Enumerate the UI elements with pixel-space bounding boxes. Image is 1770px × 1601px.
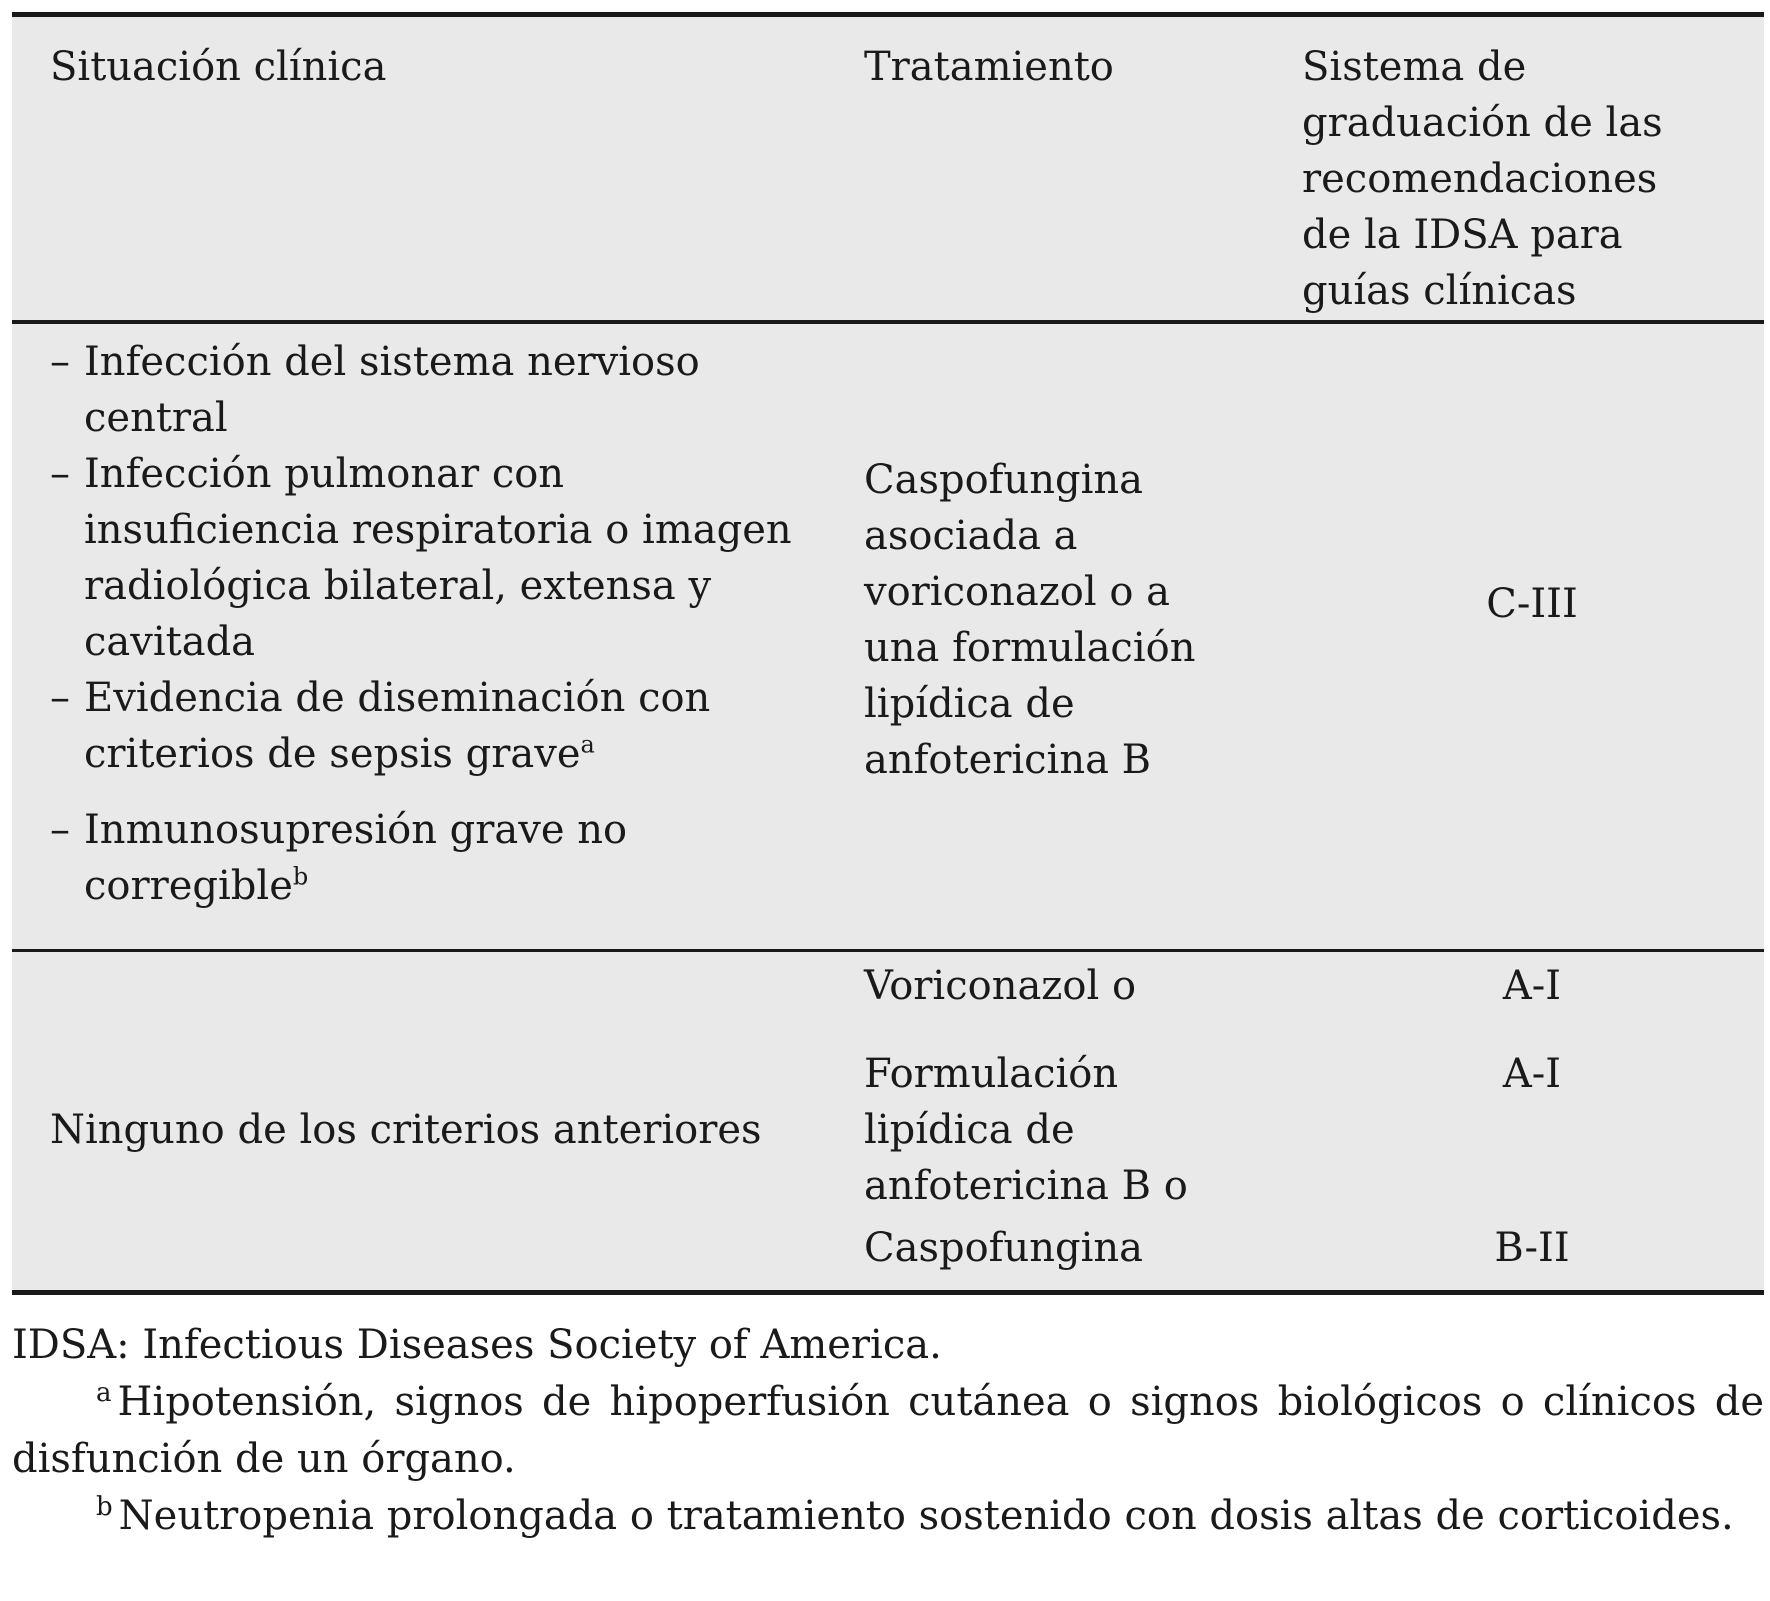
criteria-text: Infección del sistema nervioso	[84, 339, 700, 385]
criteria-text: Evidencia de diseminación con	[84, 675, 711, 721]
criteria-text: corregible	[84, 863, 293, 909]
criteria-text: radiológica bilateral, extensa y	[84, 563, 712, 609]
criteria-item: – Infección pulmonar con insuficiencia respiratoria o imagen radiológica bilateral, extensa y cavitada	[50, 446, 792, 670]
criteria-text: Infección pulmonar con	[84, 451, 565, 497]
treatment-line: lipídica de	[864, 681, 1075, 727]
treatment-cell	[864, 452, 1195, 788]
header-situacion: Situación clínica	[50, 44, 387, 90]
footnote-marker: b	[96, 1491, 113, 1522]
footnote-b	[12, 1488, 1764, 1545]
treatment-line: anfotericina B o	[864, 1163, 1188, 1209]
treatment-line: voriconazol o a	[864, 569, 1170, 615]
criteria-item: – Inmunosupresión grave no corregible$^b$	[50, 807, 628, 909]
grade-cell: A-I	[1502, 963, 1562, 1009]
criteria-text: Inmunosupresión grave no	[84, 807, 628, 853]
table-footnotes	[12, 1317, 1764, 1545]
grade-cell: B-II	[1494, 1225, 1570, 1271]
header-grading-system	[1302, 39, 1663, 319]
table-row	[12, 324, 1764, 952]
treatment-cell	[864, 1046, 1188, 1214]
criteria-text: criterios de sepsis grave	[84, 731, 581, 777]
grade-cell: A-I	[1502, 1051, 1562, 1097]
header-grading-line: guías clínicas	[1302, 268, 1577, 314]
header-grading-line: de la IDSA para	[1302, 212, 1623, 258]
footnote-text: Neutropenia prolongada o tratamiento sostenido con dosis altas de corticoides.	[118, 1493, 1734, 1539]
treatment-line: Voriconazol o	[864, 963, 1137, 1009]
treatment-line: asociada a	[864, 513, 1078, 559]
header-grading-line: Sistema de	[1302, 44, 1527, 90]
recommendations-table	[12, 12, 1764, 1295]
criteria-list	[50, 334, 792, 914]
table-header	[12, 17, 1764, 324]
footnote-a	[12, 1374, 1764, 1488]
criteria-item: – Infección del sistema nervioso central	[50, 334, 792, 446]
treatment-line: Formulación	[864, 1051, 1119, 1097]
treatment-line: lipídica de	[864, 1107, 1075, 1153]
criteria-text: cavitada	[84, 619, 256, 665]
treatment-line: anfotericina B	[864, 737, 1152, 783]
footnote-marker: b	[292, 862, 309, 891]
criteria-none: Ninguno de los criterios anteriores	[50, 1107, 762, 1153]
treatment-line: una formulación	[864, 625, 1196, 671]
footnote-marker: a	[580, 730, 595, 759]
treatment-line: Caspofungina	[864, 1225, 1144, 1271]
header-tratamiento: Tratamiento	[864, 44, 1114, 90]
table-row	[12, 952, 1764, 1290]
header-grading-line: graduación de las	[1302, 100, 1663, 146]
footnote-text: Hipotensión, signos de hipoperfusión cutánea o signos biológicos o clínicos de disfunción de un órgano.	[12, 1379, 1764, 1482]
criteria-text: central	[84, 395, 228, 441]
header-grading-line: recomendaciones	[1302, 156, 1658, 202]
footnote-marker: a	[96, 1377, 112, 1408]
grade-cell: C-III	[1486, 581, 1578, 627]
criteria-item: – Evidencia de diseminación con criterios de sepsis grave$^a$	[50, 675, 711, 777]
footnote-abbreviation: IDSA: Infectious Diseases Society of America.	[12, 1322, 942, 1368]
document-page	[12, 12, 1764, 1545]
treatment-line: Caspofungina	[864, 457, 1144, 503]
criteria-text: insuficiencia respiratoria o imagen	[84, 507, 792, 553]
